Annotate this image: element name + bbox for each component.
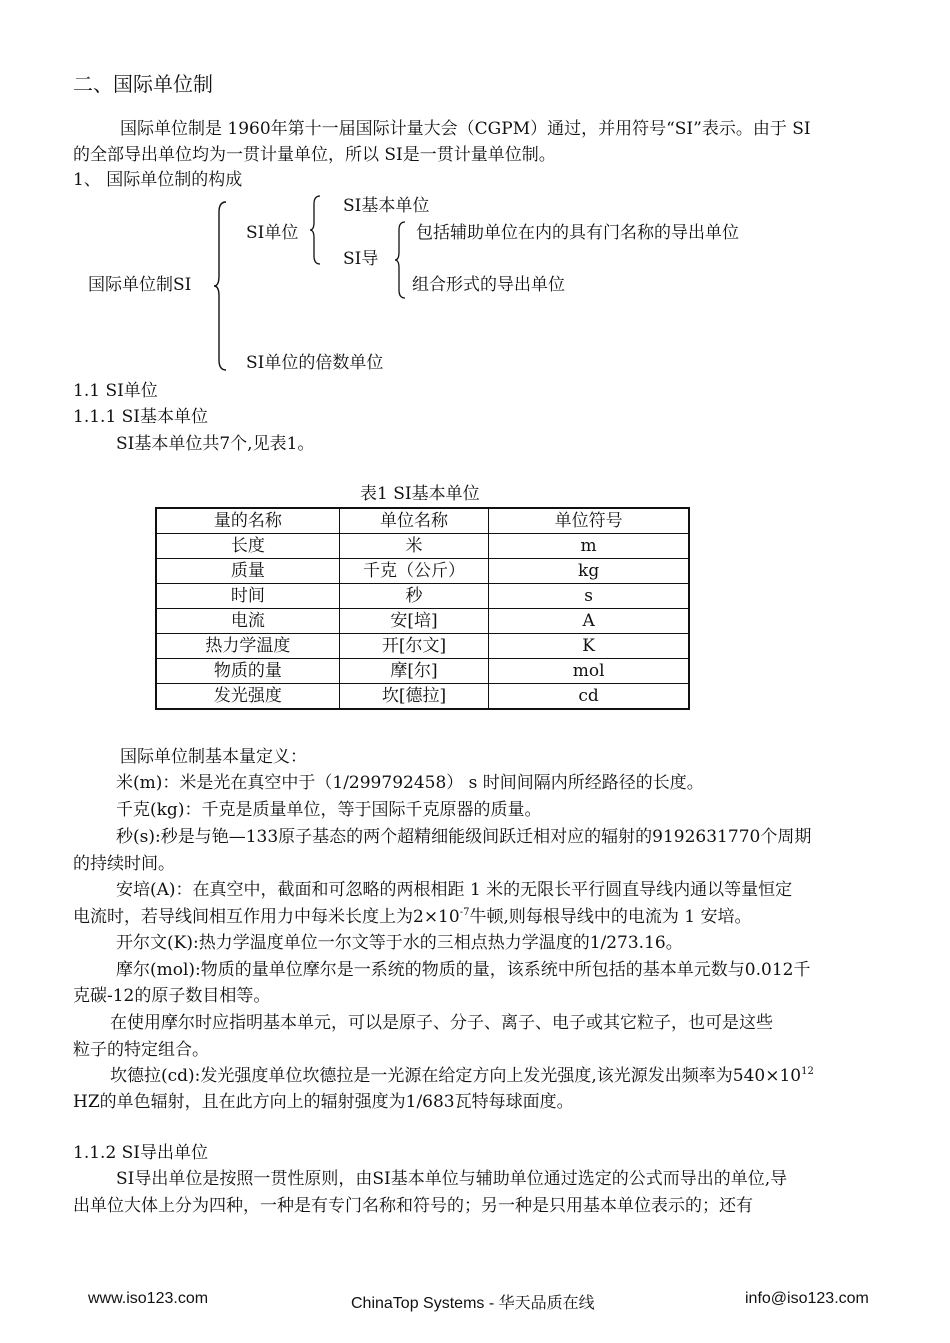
def-mole-note-line-2: 粒子的特定组合。 — [73, 1040, 209, 1060]
def-kilogram: 千克(kg)：千克是质量单位，等于国际千克原器的质量。 — [116, 800, 542, 820]
footer-email-link[interactable]: info@iso123.com — [745, 1290, 869, 1307]
si-units-label: SI单位 — [246, 223, 299, 243]
table-row — [156, 609, 689, 634]
cell-quantity: 热力学温度 — [156, 634, 339, 659]
multiples-label: SI单位的倍数单位 — [246, 353, 384, 373]
table-row — [156, 634, 689, 659]
table-row — [156, 559, 689, 584]
def-second-line-1: 秒(s):秒是与铯—133原子基态的两个超精细能级间跃迁相对应的辐射的9192631770个周期 — [116, 827, 812, 847]
cell-unit-symbol: A — [489, 609, 689, 634]
si-units-brace — [308, 194, 322, 266]
derived-brace — [393, 220, 407, 300]
def-second-line-2: 的持续时间。 — [73, 854, 175, 874]
page-heading: 二、国际单位制 — [73, 72, 213, 96]
structure-root-label: 国际单位制SI — [88, 275, 192, 295]
cell-unit-symbol: K — [489, 634, 689, 659]
base-count-text: SI基本单位共7个,见表1。 — [116, 434, 315, 454]
def-meter: 米(m)：米是光在真空中于（1/299792458） s 时间间隔内所经路径的长度。 — [116, 773, 704, 793]
intro-line-2: 的全部导出单位均为一贯计量单位，所以 SI是一贯计量单位制。 — [73, 145, 556, 165]
header-unit-name: 单位名称 — [339, 508, 488, 534]
cell-unit-name: 开[尔文] — [339, 634, 488, 659]
cell-unit-symbol: cd — [489, 684, 689, 710]
derived-named-label: 包括辅助单位在内的具有门名称的导出单位 — [416, 223, 739, 243]
cell-unit-name: 摩[尔] — [339, 659, 488, 684]
base-units-label: SI基本单位 — [343, 196, 430, 216]
cell-unit-symbol: s — [489, 584, 689, 609]
table-row — [156, 534, 689, 559]
structure-title: 1、 国际单位制的构成 — [73, 170, 243, 190]
def-mole-note-line-1: 在使用摩尔时应指明基本单元，可以是原子、分子、离子、电子或其它粒子，也可是这些 — [110, 1013, 773, 1033]
def-candela-line-2: HZ的单色辐射，且在此方向上的辐射强度为1/683瓦特每球面度。 — [73, 1092, 574, 1112]
section-1-1: 1.1 SI单位 — [73, 381, 158, 401]
derived-text-line-2: 出单位大体上分为四种，一种是有专门名称和符号的；另一种是只用基本单位表示的；还有 — [73, 1196, 753, 1216]
si-base-units-table — [155, 507, 690, 710]
def-mole-line-2: 克碳-12的原子数目相等。 — [73, 986, 271, 1006]
cell-unit-name: 米 — [339, 534, 488, 559]
derived-text-line-1: SI导出单位是按照一贯性原则，由SI基本单位与辅助单位通过选定的公式而导出的单位,导 — [116, 1169, 788, 1189]
table-header-row — [156, 508, 689, 534]
cell-unit-name: 千克（公斤） — [339, 559, 488, 584]
def-ampere-line-2a: 电流时，若导线间相互作用力中每米长度上为2×10 — [73, 907, 460, 927]
definitions-heading: 国际单位制基本量定义： — [120, 747, 307, 767]
cell-quantity: 电流 — [156, 609, 339, 634]
big-brace — [212, 200, 228, 372]
def-kelvin: 开尔文(K):热力学温度单位一尔文等于水的三相点热力学温度的1/273.16。 — [116, 933, 683, 953]
def-ampere-line-2 — [73, 905, 751, 929]
def-mole-line-1: 摩尔(mol):物质的量单位摩尔是一系统的物质的量，该系统中所包括的基本单元数与0.012千 — [116, 960, 811, 980]
cell-quantity: 质量 — [156, 559, 339, 584]
def-candela-exponent: 12 — [801, 1066, 814, 1077]
header-quantity: 量的名称 — [156, 508, 339, 534]
cell-unit-symbol: m — [489, 534, 689, 559]
table-row — [156, 684, 689, 710]
section-1-1-2: 1.1.2 SI导出单位 — [73, 1143, 209, 1163]
def-candela-line-1a: 坎德拉(cd):发光强度单位坎德拉是一光源在给定方向上发光强度,该光源发出频率为540×10 — [110, 1066, 802, 1086]
derived-combined-label: 组合形式的导出单位 — [412, 275, 565, 295]
footer-website-link[interactable]: www.iso123.com — [88, 1290, 209, 1307]
section-1-1-1: 1.1.1 SI基本单位 — [73, 407, 209, 427]
derived-label: SI导 — [343, 249, 379, 269]
cell-quantity: 长度 — [156, 534, 339, 559]
cell-unit-name: 秒 — [339, 584, 488, 609]
cell-unit-name: 安[培] — [339, 609, 488, 634]
cell-unit-symbol: kg — [489, 559, 689, 584]
table-row — [156, 659, 689, 684]
def-candela-line-1 — [110, 1064, 814, 1088]
cell-quantity: 时间 — [156, 584, 339, 609]
def-ampere-exponent: -7 — [459, 907, 470, 918]
def-ampere-line-2b: 牛顿,则每根导线中的电流为 1 安培。 — [469, 907, 752, 927]
footer-company: ChinaTop Systems - 华天品质在线 — [351, 1295, 595, 1312]
cell-unit-name: 坎[德拉] — [339, 684, 488, 710]
table-caption: 表1 SI基本单位 — [360, 484, 480, 504]
cell-unit-symbol: mol — [489, 659, 689, 684]
table-row — [156, 584, 689, 609]
intro-line-1: 国际单位制是 1960年第十一届国际计量大会（CGPM）通过，并用符号“SI”表示。由于 SI — [120, 119, 811, 139]
cell-quantity: 发光强度 — [156, 684, 339, 710]
cell-quantity: 物质的量 — [156, 659, 339, 684]
header-unit-symbol: 单位符号 — [489, 508, 689, 534]
def-ampere-line-1: 安培(A)：在真空中，截面和可忽略的两根相距 1 米的无限长平行圆直导线内通以等量恒定 — [116, 880, 793, 900]
